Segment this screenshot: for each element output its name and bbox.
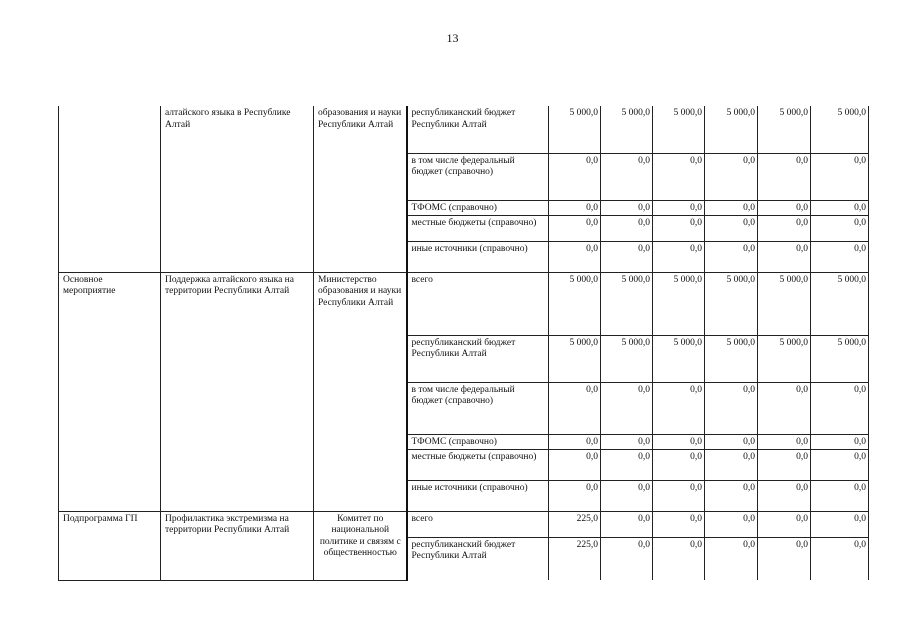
amount-cell: 0,0 [758,215,811,241]
amount-cell: 0,0 [758,511,811,537]
executor-cell: Комитет по национальной политике и связям с общественностью [314,511,407,580]
executor-cell: образования и науки Республики Алтай [314,106,407,272]
funding-source-cell: всего [407,511,549,537]
amount-cell: 0,0 [811,382,869,434]
funding-source-cell: республиканский бюджет Республики Алтай [407,335,549,382]
amount-cell: 0,0 [758,153,811,200]
amount-cell: 0,0 [811,434,869,449]
amount-cell: 5 000,0 [549,272,601,335]
amount-cell: 0,0 [758,449,811,480]
amount-cell: 5 000,0 [653,272,705,335]
amount-cell: 0,0 [705,511,758,537]
amount-cell: 5 000,0 [705,335,758,382]
funding-source-cell: республиканский бюджет Республики Алтай [407,537,549,580]
amount-cell: 0,0 [705,200,758,215]
amount-cell: 5 000,0 [811,106,869,153]
table-row [59,106,869,153]
amount-cell: 5 000,0 [758,272,811,335]
amount-cell: 5 000,0 [653,335,705,382]
amount-cell: 0,0 [705,449,758,480]
funding-source-cell: ТФОМС (справочно) [407,200,549,215]
amount-cell: 0,0 [601,434,653,449]
amount-cell: 0,0 [758,382,811,434]
amount-cell: 5 000,0 [601,106,653,153]
amount-cell: 0,0 [705,434,758,449]
funding-source-cell: местные бюджеты (справочно) [407,449,549,480]
amount-cell: 0,0 [705,153,758,200]
amount-cell: 0,0 [653,241,705,272]
amount-cell: 0,0 [549,241,601,272]
amount-cell: 0,0 [601,241,653,272]
amount-cell: 0,0 [549,480,601,511]
amount-cell: 5 000,0 [705,272,758,335]
amount-cell: 0,0 [653,480,705,511]
amount-cell: 225,0 [549,537,601,580]
amount-cell: 0,0 [758,200,811,215]
amount-cell: 0,0 [811,449,869,480]
funding-source-cell: республиканский бюджет Республики Алтай [407,106,549,153]
amount-cell: 0,0 [811,215,869,241]
funding-source-cell: иные источники (справочно) [407,241,549,272]
amount-cell: 0,0 [653,511,705,537]
measure-type-cell: Подпрограмма ГП [59,511,161,580]
amount-cell: 0,0 [653,537,705,580]
amount-cell: 0,0 [653,449,705,480]
amount-cell: 0,0 [549,434,601,449]
amount-cell: 5 000,0 [549,335,601,382]
funding-source-cell: в том числе федеральный бюджет (справочно) [407,382,549,434]
amount-cell: 0,0 [758,434,811,449]
table-row [59,511,869,537]
amount-cell: 0,0 [601,449,653,480]
amount-cell: 0,0 [549,153,601,200]
measure-name-cell: Поддержка алтайского языка на территории Республики Алтай [161,272,314,511]
amount-cell: 0,0 [653,434,705,449]
measure-name-cell: алтайского языка в Республике Алтай [161,106,314,272]
amount-cell: 0,0 [549,449,601,480]
page-number: 13 [446,31,459,45]
table-row [59,272,869,335]
amount-cell: 0,0 [705,241,758,272]
amount-cell: 0,0 [811,537,869,580]
measure-type-cell [59,106,161,272]
amount-cell: 5 000,0 [758,106,811,153]
amount-cell: 0,0 [758,480,811,511]
amount-cell: 0,0 [549,382,601,434]
amount-cell: 0,0 [705,537,758,580]
amount-cell: 0,0 [653,153,705,200]
amount-cell: 0,0 [601,480,653,511]
measure-name-cell: Профилактика экстремизма на территории Республики Алтай [161,511,314,580]
amount-cell: 0,0 [705,382,758,434]
amount-cell: 0,0 [705,215,758,241]
amount-cell: 0,0 [601,200,653,215]
funding-source-cell: иные источники (справочно) [407,480,549,511]
amount-cell: 5 000,0 [705,106,758,153]
amount-cell: 0,0 [549,215,601,241]
amount-cell: 5 000,0 [811,272,869,335]
amount-cell: 5 000,0 [549,106,601,153]
amount-cell: 0,0 [811,200,869,215]
amount-cell: 0,0 [601,537,653,580]
amount-cell: 5 000,0 [601,272,653,335]
amount-cell: 0,0 [705,480,758,511]
amount-cell: 0,0 [601,382,653,434]
amount-cell: 0,0 [601,511,653,537]
amount-cell: 0,0 [811,153,869,200]
funding-source-cell: ТФОМС (справочно) [407,434,549,449]
amount-cell: 0,0 [811,480,869,511]
funding-source-cell: всего [407,272,549,335]
amount-cell: 5 000,0 [811,335,869,382]
budget-table [58,106,869,581]
funding-source-cell: местные бюджеты (справочно) [407,215,549,241]
funding-source-cell: в том числе федеральный бюджет (справочно) [407,153,549,200]
amount-cell: 0,0 [811,241,869,272]
amount-cell: 225,0 [549,511,601,537]
amount-cell: 5 000,0 [601,335,653,382]
amount-cell: 0,0 [758,241,811,272]
amount-cell: 5 000,0 [653,106,705,153]
amount-cell: 5 000,0 [758,335,811,382]
amount-cell: 0,0 [653,215,705,241]
amount-cell: 0,0 [601,153,653,200]
amount-cell: 0,0 [653,382,705,434]
executor-cell: Министерство образования и науки Республики Алтай [314,272,407,511]
amount-cell: 0,0 [549,200,601,215]
amount-cell: 0,0 [653,200,705,215]
amount-cell: 0,0 [601,215,653,241]
amount-cell: 0,0 [811,511,869,537]
amount-cell: 0,0 [758,537,811,580]
measure-type-cell: Основное мероприятие [59,272,161,511]
